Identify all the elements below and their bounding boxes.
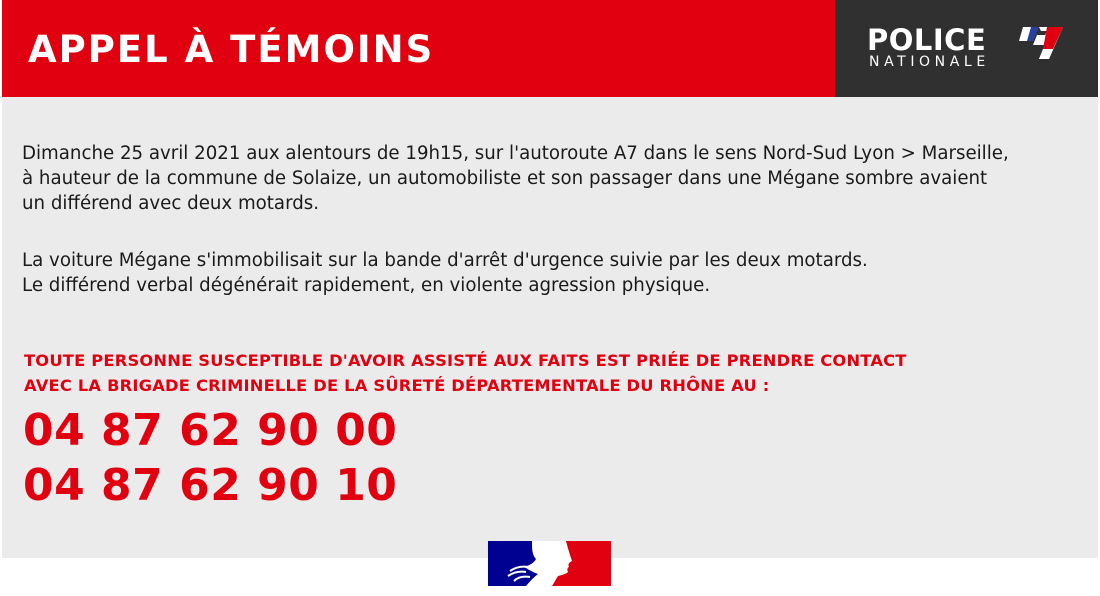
text-line: Dimanche 25 avril 2021 aux alentours de 19h15, sur l'autoroute A7 dans le sens Nord-Sud Lyon > Marseille, xyxy=(22,143,1009,164)
phone-number: 04 87 62 90 10 xyxy=(23,460,398,511)
header-banner xyxy=(2,0,1098,97)
logo-word-nationale: NATIONALE xyxy=(869,54,990,70)
text-line: un différend avec deux motards. xyxy=(22,193,320,214)
call-to-action xyxy=(24,348,907,398)
phone-number: 04 87 62 90 00 xyxy=(23,405,398,456)
police-nationale-logo xyxy=(867,24,1067,72)
title-bar xyxy=(2,0,835,97)
logo-panel xyxy=(835,0,1098,97)
text-line: à hauteur de la commune de Solaize, un automobiliste et son passager dans une Mégane sombre avaient xyxy=(22,168,988,189)
tricolour-flag-icon xyxy=(1019,25,1065,61)
page-title: APPEL À TÉMOINS xyxy=(28,28,435,71)
details-paragraph xyxy=(22,248,868,298)
marianne-logo xyxy=(488,541,611,586)
logo-word-police: POLICE xyxy=(867,23,987,57)
call-line: AVEC LA BRIGADE CRIMINELLE DE LA SÛRETÉ DÉPARTEMENTALE DU RHÔNE AU : xyxy=(24,376,770,395)
text-line: Le différend verbal dégénérait rapidement, en violente agression physique. xyxy=(22,275,711,296)
content-panel xyxy=(2,97,1098,558)
call-line: TOUTE PERSONNE SUSCEPTIBLE D'AVOIR ASSISTÉ AUX FAITS EST PRIÉE DE PRENDRE CONTACT xyxy=(24,351,907,370)
text-line: La voiture Mégane s'immobilisait sur la bande d'arrêt d'urgence suivie par les deux motards. xyxy=(22,250,868,271)
incident-paragraph xyxy=(22,141,1009,216)
